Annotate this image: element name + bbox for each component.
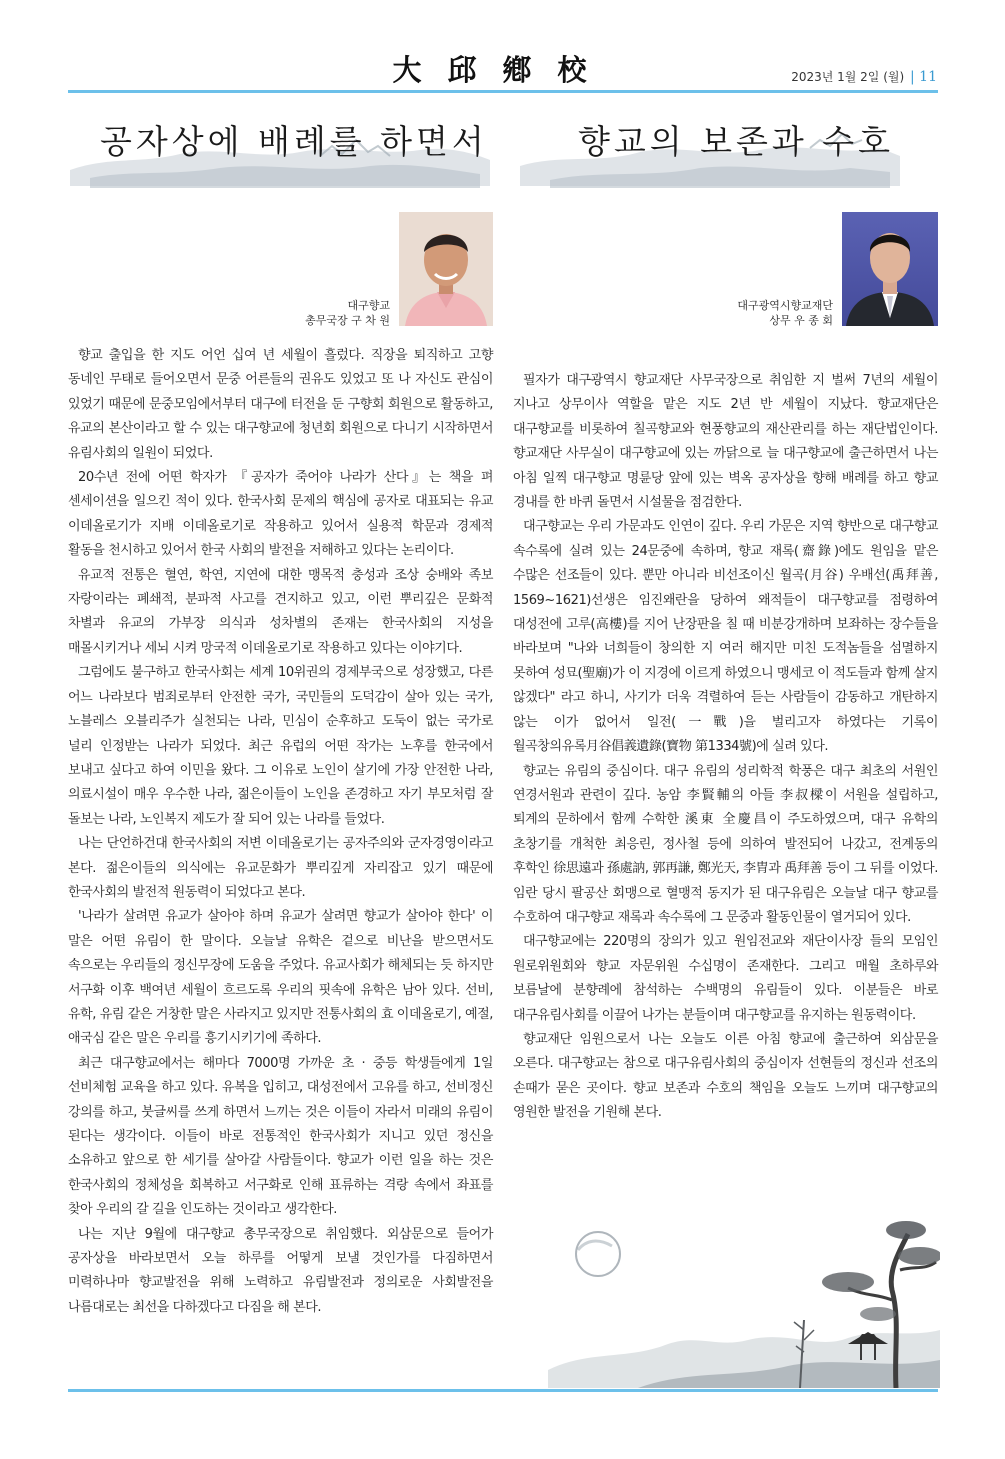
- author-org-right: 대구광역시향교재단: [737, 299, 833, 312]
- author-org-left: 대구향교: [347, 299, 390, 312]
- left-paragraph: 향교 출입을 한 지도 어언 십여 년 세월이 흘렀다. 직장을 퇴직하고 고향 동네인 무태로 들어오면서 문중 어른들의 권유도 있었고 또 나 자신도 관심이 있었기 때문에 문중모임에서부터 대구에 터전을 둔 구향회 회원으로 활동하고, 유교의 본산이라고 할 수 있는 대구향교에 청년회 회원으로 다니기 시작하면서 유림사회의 일원이 되었다.: [68, 348, 493, 461]
- left-paragraph: 최근 대구향교에서는 해마다 7000명 가까운 초 · 중등 학생들에게 1일 선비체험 교육을 하고 있다. 유복을 입히고, 대성전에서 고유를 하고, 선비정신 강의를 하고, 붓글씨를 쓰게 하면서 느끼는 것은 이들이 자라서 미래의 유림이 된다는 생각이다. 이들이 바로 전통적인 한국사회가 지니고 있던 정신을 소유하고 앞으로 한 세기를 살아갈 사람들이다. 향교가 이런 일을 하는 것은 한국사회의 정체성을 회복하고 서구화로 인해 표류하는 격랑 속에서 좌표를 찾아 우리의 갈 길을 인도하는 것이라고 생각한다.: [68, 1055, 493, 1218]
- right-paragraph: 대구향교는 우리 가문과도 인연이 깊다. 우리 가문은 지역 향반으로 대구향교 속수록에 실려 있는 24문중에 속하며, 향교 재록(齋錄)에도 원임을 맡은 수많은 선조들이 있다. 뿐만 아니라 비선조이신 월곡(月谷) 우배선(禹拜善, 1569~1621)선생은 임진왜란을 당하여 왜적들이 대구향교를 점령하여 대성전에 고루(高樓)를 지어 난장판을 칠 때 비분강개하며 보좌하는 장수들을 바라보며 "나와 너희들이 창의한 지 여러 해지만 미친 도적놈들을 섬멸하지 못하여 성묘(聖廟)가 이 지경에 이르게 하였으니 맹세코 이 적도들과 함께 살지 않겠다" 라고 하니, 사기가 더욱 격렬하여 듣는 사람들이 감동하고 개탄하지 않는 이가 없어서 일전(一戰)을 벌리고자 하였다는 기록이 월곡창의유록月谷倡義遺錄(寶物 第1334號)에 실려 있다.: [513, 519, 938, 755]
- footer-rule: [68, 1389, 938, 1392]
- right-article-title: 향교의 보존과 수호: [578, 122, 895, 161]
- author-name-left: 총무국장 구 차 원: [305, 314, 390, 327]
- ink-landscape-illustration: [548, 1210, 940, 1388]
- page-number-value: 11: [919, 69, 937, 85]
- left-article-body: [68, 344, 493, 1320]
- left-paragraph: 나는 단언하건대 한국사회의 저변 이데올로기는 공자주의와 군자경영이라고 본다. 젊은이들의 의식에는 유교문화가 뿌리깊게 자리잡고 있기 때문에 한국사회의 발전적 원동력이 되었다고 본다.: [68, 836, 493, 900]
- issue-date: [791, 68, 937, 85]
- page-number: | 11: [910, 69, 937, 85]
- left-paragraph: '나라가 살려면 유교가 살아야 하며 유교가 살려면 향교가 살아야 한다' 이 말은 어떤 유림이 한 말이다. 오늘날 유학은 겉으로 비난을 받으면서도 속으로는 우리들의 정신무장에 도움을 주었다. 유교사회가 해체되는 듯 하지만 서구화 이후 백여년 세월이 흐르도록 우리의 핏속에 유학은 남아 있다. 선비, 유학, 유림 같은 거창한 말은 사라지고 있지만 전통사회의 효 이데올로기, 예절, 애국심 같은 말은 우리를 흥기시키기에 족하다.: [68, 909, 493, 1047]
- left-paragraph: 20수년 전에 어떤 학자가 『공자가 죽어야 나라가 산다』는 책을 펴 센세이션을 일으킨 적이 있다. 한국사회 문제의 핵심에 공자로 대표되는 유교 이데올로기가 지배 이데올로기로 작용하고 있어서 실용적 학문과 경제적 활동을 천시하고 있어서 한국 사회의 발전을 저해하고 있다는 논리이다.: [68, 470, 493, 559]
- author-byline-left: [305, 298, 390, 328]
- author-photo-right: [842, 212, 938, 326]
- right-paragraph: 향교재단 임원으로서 나는 오늘도 이른 아침 향교에 출근하여 외삼문을 오른다. 대구향교는 참으로 대구유림사회의 중심이자 선현들의 정신과 선조의 손때가 묻은 곳이다. 향교 보존과 수호의 책임을 오늘도 느끼며 대구향교의 영원한 발전을 기원해 본다.: [513, 1031, 938, 1121]
- left-paragraph: 나는 지난 9월에 대구향교 총무국장으로 취임했다. 외삼문으로 들어가 공자상을 바라보면서 오늘 하루를 어떻게 보낼 것인가를 다짐하면서 미력하나마 향교발전을 위해 노력하고 유림발전과 정의로운 사회발전을 나름대로는 최선을 다하겠다고 다짐을 해 본다.: [68, 1226, 493, 1315]
- masthead: [0, 40, 1005, 92]
- right-paragraph: 대구향교에는 220명의 장의가 있고 원임전교와 재단이사장 들의 모임인 원로위원회와 향교 자문위원 수십명이 존재한다. 그리고 매월 초하루와 보름날에 분향례에 참석하는 수백명의 유림들이 있다. 이분들은 바로 대구유림사회를 이끌어 나가는 분들이며 대구향교를 유지하는 원동력이다.: [513, 934, 938, 1023]
- left-paragraph: 그럼에도 불구하고 한국사회는 세계 10위권의 경제부국으로 성장했고, 다른 어느 나라보다 범죄로부터 안전한 국가, 국민들의 도덕감이 살아 있는 국가, 노블레스 오블리주가 실천되는 나라, 민심이 순후하고 도둑이 없는 국가로 널리 인정받는 나라가 되었다. 최근 유럽의 어떤 작가는 노후를 한국에서 보내고 싶다고 하여 이민을 왔다. 그 이유로 노인이 살기에 가장 안전한 나라, 의료시설이 매우 우수한 나라, 젊은이들이 노인을 존경하고 자기 부모처럼 잘 돌보는 나라, 노인복지 제도가 잘 되어 있는 나라를 들었다.: [68, 665, 493, 827]
- right-paragraph: 향교는 유림의 중심이다. 대구 유림의 성리학적 학풍은 대구 최초의 서원인 연경서원과 관련이 깊다. 농암 李賢輔의 아들 李叔樑이 서원을 설립하고, 퇴계의 문하에서 함께 수학한 溪東 全慶昌이 주도하였으며, 대구 유학의 초창기를 개척한 최응린, 정사철 등에 의하여 발전되어 나갔고, 전계동의 후학인 徐思遠과 孫處訥, 郭再謙, 鄭光天, 李胄과 禹拜善 등이 그 뒤를 이었다. 임란 당시 팔공산 회맹으로 혈맹적 동지가 된 대구유림은 오늘날 대구 향교를 수호하여 대구향교 재록과 속수록에 그 문중과 활동인물이 열거되어 있다.: [513, 763, 938, 925]
- right-paragraph: 필자가 대구광역시 향교재단 사무국장으로 취임한 지 벌써 7년의 세월이 지나고 상무이사 역할을 맡은 지도 2년 반 세월이 지났다. 향교재단은 대구향교를 비롯하여 칠곡향교와 현풍향교의 재산관리를 하는 재단법인이다. 향교재단 사무실이 대구향교에 있는 까닭으로 늘 대구향교에 출근하면서 나는 아침 일찍 대구향교 명륜당 앞에 있는 벽옥 공자상을 향해 배례를 하고 향교 경내를 한 바퀴 돌면서 시설물을 점검한다.: [513, 373, 938, 511]
- issue-date-text: 2023년 1월 2일 (월): [791, 70, 905, 84]
- author-name-right: 상무 우 종 회: [769, 314, 833, 327]
- newspaper-name: 大邱鄕校: [392, 53, 613, 87]
- right-article-body: [513, 369, 938, 1126]
- author-photo-left: [399, 212, 493, 326]
- author-byline-right: [737, 298, 833, 328]
- left-paragraph: 유교적 전통은 혈연, 학연, 지연에 대한 맹목적 충성과 조상 숭배와 족보 자랑이라는 폐쇄적, 분파적 사고를 견지하고 있고, 이런 뿌리깊은 문화적 차별과 유교의 가부장 의식과 성차별의 존재는 한국사회의 지성을 매몰시키거나 세뇌 시켜 망국적 이데올로기로 작용하고 있다는 이야기다.: [68, 567, 493, 656]
- header-rule: [68, 90, 938, 93]
- left-article-title: 공자상에 배례를 하면서: [100, 122, 488, 161]
